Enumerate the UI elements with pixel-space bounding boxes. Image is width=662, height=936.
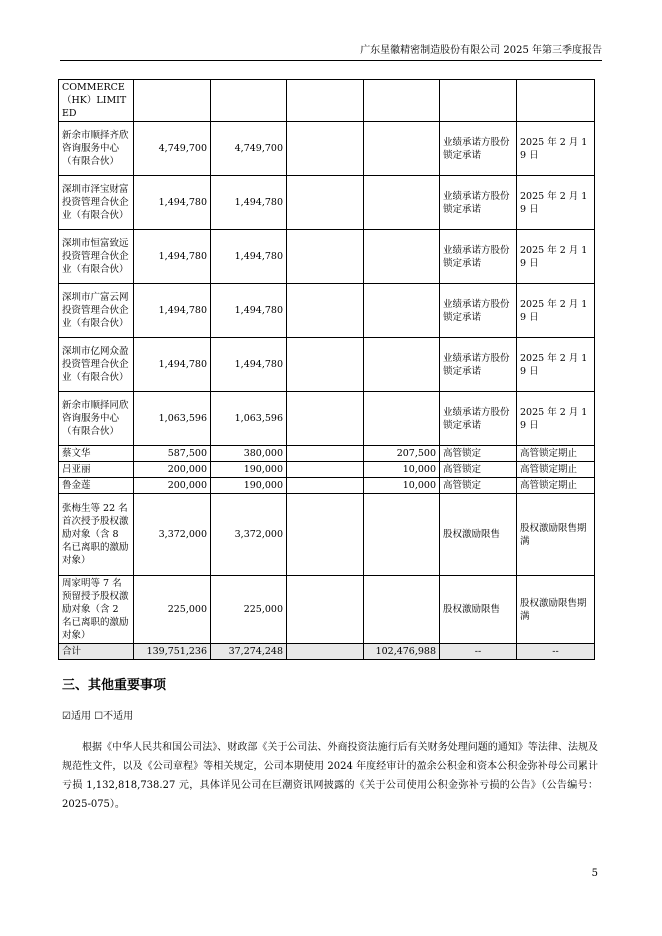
cell-c6: 高管锁定期止 <box>517 446 595 462</box>
cell-c3 <box>287 478 364 494</box>
cell-c4 <box>364 80 440 122</box>
cell-holder-name: 深圳市泽宝财富投资管理合伙企业（有限合伙） <box>59 176 134 230</box>
table-row <box>59 446 595 462</box>
cell-c2: 380,000 <box>211 446 287 462</box>
cell-holder-name: 张梅生等 22 名首次授予股权激励对象（含 8 名已离职的激励对象） <box>59 494 134 576</box>
cell-c2: 1,494,780 <box>211 338 287 392</box>
applicability-status: ☑适用 ☐不适用 <box>62 711 134 722</box>
cell-c3 <box>287 230 364 284</box>
cell-c2: 190,000 <box>211 462 287 478</box>
cell-c4: 10,000 <box>364 462 440 478</box>
table-row <box>59 122 595 176</box>
cell-c3 <box>287 284 364 338</box>
cell-holder-name: 吕亚丽 <box>59 462 134 478</box>
cell-c4: 102,476,988 <box>364 644 440 660</box>
cell-c2: 225,000 <box>211 576 287 644</box>
cell-c2: 4,749,700 <box>211 122 287 176</box>
table-row <box>59 284 595 338</box>
cell-c6: 高管锁定期止 <box>517 462 595 478</box>
cell-c3 <box>287 644 364 660</box>
cell-c3 <box>287 338 364 392</box>
cell-c5: 高管锁定 <box>440 462 517 478</box>
table-row <box>59 80 595 122</box>
page-number: 5 <box>591 868 598 879</box>
cell-c3 <box>287 80 364 122</box>
cell-c3 <box>287 494 364 576</box>
cell-c4 <box>364 494 440 576</box>
restricted-shares-table <box>58 79 595 660</box>
cell-holder-name: 鲁金莲 <box>59 478 134 494</box>
cell-c5: 业绩承诺方股份锁定承诺 <box>440 338 517 392</box>
cell-c2 <box>211 80 287 122</box>
cell-c5: 业绩承诺方股份锁定承诺 <box>440 392 517 446</box>
cell-c6: -- <box>517 644 595 660</box>
cell-holder-name: 蔡文华 <box>59 446 134 462</box>
cell-c6: 股权激励限售期满 <box>517 576 595 644</box>
cell-c5: 股权激励限售 <box>440 494 517 576</box>
cell-c5: 业绩承诺方股份锁定承诺 <box>440 284 517 338</box>
cell-c4 <box>364 338 440 392</box>
table-row <box>59 576 595 644</box>
cell-holder-name: 合计 <box>59 644 134 660</box>
table-row <box>59 478 595 494</box>
cell-c2: 1,494,780 <box>211 176 287 230</box>
cell-holder-name: 深圳市亿网众盈投资管理合伙企业（有限合伙） <box>59 338 134 392</box>
cell-c4: 10,000 <box>364 478 440 494</box>
cell-c1: 139,751,236 <box>134 644 211 660</box>
cell-c3 <box>287 446 364 462</box>
section-title: 三、其他重要事项 <box>62 678 167 693</box>
cell-c5: 高管锁定 <box>440 478 517 494</box>
table-row <box>59 338 595 392</box>
cell-c3 <box>287 462 364 478</box>
total-row <box>59 644 595 660</box>
cell-c6: 2025 年 2 月 19 日 <box>517 284 595 338</box>
cell-c4 <box>364 122 440 176</box>
cell-c4 <box>364 230 440 284</box>
cell-c4 <box>364 392 440 446</box>
cell-c2: 1,063,596 <box>211 392 287 446</box>
cell-c1: 200,000 <box>134 478 211 494</box>
cell-c4 <box>364 176 440 230</box>
cell-c1: 1,494,780 <box>134 338 211 392</box>
cell-c1 <box>134 80 211 122</box>
cell-c6: 2025 年 2 月 19 日 <box>517 230 595 284</box>
cell-c5: 业绩承诺方股份锁定承诺 <box>440 176 517 230</box>
cell-c6: 高管锁定期止 <box>517 478 595 494</box>
cell-holder-name: 新余市顺择齐欣咨询服务中心（有限合伙） <box>59 122 134 176</box>
cell-c1: 225,000 <box>134 576 211 644</box>
table-row <box>59 392 595 446</box>
cell-c4 <box>364 576 440 644</box>
cell-c2: 1,494,780 <box>211 284 287 338</box>
cell-c6: 2025 年 2 月 19 日 <box>517 392 595 446</box>
cell-c1: 1,494,780 <box>134 230 211 284</box>
body-paragraph: 根据《中华人民共和国公司法》、财政部《关于公司法、外商投资法施行后有关财务处理问题的通知》等法律、法规及规范性文件，以及《公司章程》等相关规定，公司本期使用 2024 年度经审计的盈余公积金和资本公积金弥补母公司累计亏损 1,132,818,738.27 元，具体详见公司在巨潮资讯网披露的《关于公司使用公积金弥补亏损的公告》（公告编号：2025-075）。 <box>62 742 598 810</box>
cell-c5: 业绩承诺方股份锁定承诺 <box>440 122 517 176</box>
cell-c4: 207,500 <box>364 446 440 462</box>
table-row <box>59 462 595 478</box>
header-title: 广东星徽精密制造股份有限公司 2025 年第三季度报告 <box>360 45 602 56</box>
cell-c2: 3,372,000 <box>211 494 287 576</box>
cell-c5: 业绩承诺方股份锁定承诺 <box>440 230 517 284</box>
table-row <box>59 494 595 576</box>
table-row <box>59 230 595 284</box>
cell-holder-name: 新余市顺择同欣咨询服务中心（有限合伙） <box>59 392 134 446</box>
cell-c6: 2025 年 2 月 19 日 <box>517 122 595 176</box>
cell-c1: 200,000 <box>134 462 211 478</box>
cell-holder-name: COMMERCE（HK）LIMITED <box>59 80 134 122</box>
cell-c3 <box>287 576 364 644</box>
cell-c2: 37,274,248 <box>211 644 287 660</box>
cell-c6: 股权激励限售期满 <box>517 494 595 576</box>
cell-c5: -- <box>440 644 517 660</box>
cell-c1: 1,063,596 <box>134 392 211 446</box>
cell-holder-name: 周家明等 7 名预留授予股权激励对象（含 2 名已离职的激励对象） <box>59 576 134 644</box>
cell-c3 <box>287 122 364 176</box>
cell-c1: 1,494,780 <box>134 284 211 338</box>
cell-c2: 1,494,780 <box>211 230 287 284</box>
page-header <box>60 44 602 61</box>
cell-holder-name: 深圳市广富云网投资管理合伙企业（有限合伙） <box>59 284 134 338</box>
cell-c1: 1,494,780 <box>134 176 211 230</box>
cell-c5: 高管锁定 <box>440 446 517 462</box>
cell-c5 <box>440 80 517 122</box>
cell-c6: 2025 年 2 月 19 日 <box>517 338 595 392</box>
cell-c3 <box>287 176 364 230</box>
cell-c1: 3,372,000 <box>134 494 211 576</box>
cell-c6: 2025 年 2 月 19 日 <box>517 176 595 230</box>
cell-c1: 4,749,700 <box>134 122 211 176</box>
table-row <box>59 176 595 230</box>
cell-c2: 190,000 <box>211 478 287 494</box>
cell-c6 <box>517 80 595 122</box>
cell-c1: 587,500 <box>134 446 211 462</box>
cell-c5: 股权激励限售 <box>440 576 517 644</box>
cell-c4 <box>364 284 440 338</box>
cell-holder-name: 深圳市恒富致远投资管理合伙企业（有限合伙） <box>59 230 134 284</box>
cell-c3 <box>287 392 364 446</box>
